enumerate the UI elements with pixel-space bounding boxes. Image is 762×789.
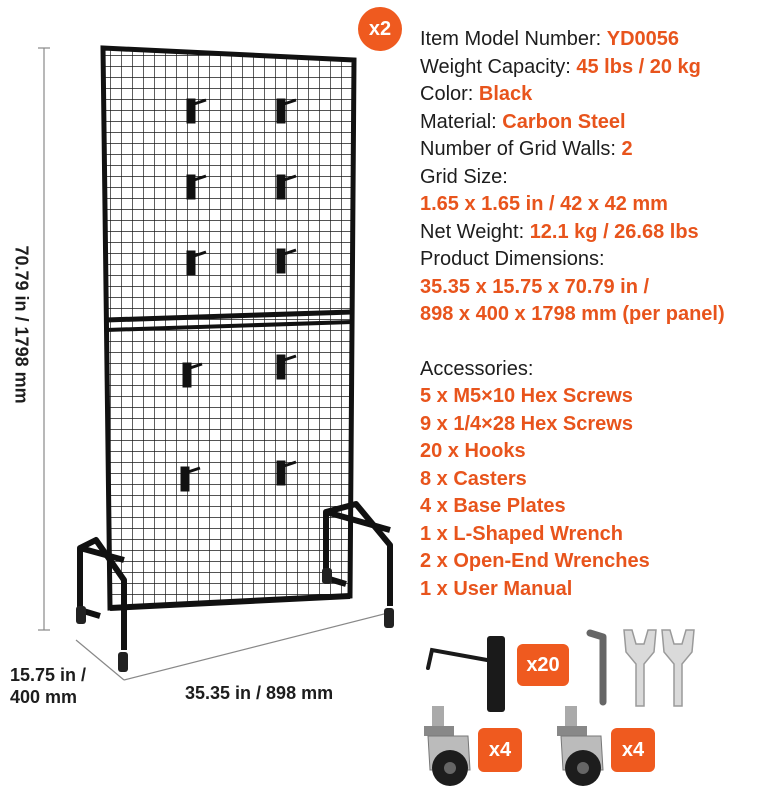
spec-label: Weight Capacity: [420,55,577,78]
accessory-item: 4 x Base Plates [420,495,566,517]
spec-label: Color: [420,83,479,105]
accessory-item: 1 x L-Shaped Wrench [420,522,624,545]
spec-value: 2 [621,138,633,160]
depth-dimension-line1: 15.75 in / [10,665,87,685]
depth-dimension-line2: 400 mm [10,687,78,707]
spec-dimensions-line2: 898 x 400 x 1798 mm (per panel) [420,303,725,325]
spec-label: Material: [420,110,503,133]
l-wrench-icon [590,633,603,702]
height-dimension-line [38,48,50,630]
spec-list [420,26,725,603]
spec-net-weight [420,219,725,247]
open-end-wrench-icon [624,630,694,706]
spec-value: Black [478,83,533,105]
accessories-heading: Accessories: [420,357,534,380]
spec-value: 12.1 kg / 26.68 lbs [529,220,699,243]
accessory-item: 2 x Open-End Wrenches [420,550,650,572]
hooks-count-badge: x20 [517,644,569,686]
accessory-item: 1 x User Manual [420,577,573,600]
spec-value: 45 lbs / 20 kg [576,55,701,78]
spec-dimensions-label: Product Dimensions: [420,248,605,270]
spec-model [420,26,725,54]
spec-value: Carbon Steel [502,110,626,133]
accessory-item: 8 x Casters [420,467,527,490]
caster-wheel-icon [557,706,603,786]
width-dimension-label: 35.35 in / 898 mm [185,683,334,703]
accessory-item: 9 x 1/4×28 Hex Screws [420,412,633,435]
grid-panel [103,48,354,608]
casters-count-badge-b: x4 [611,728,655,772]
spec-grid-walls [420,136,725,164]
accessory-item: 20 x Hooks [420,440,526,462]
caster-wheel-icon [424,706,470,786]
hook-part-icon [428,636,505,712]
spec-weight-capacity [420,54,725,82]
spec-color [420,81,725,109]
spec-grid-size-label: Grid Size: [420,165,508,188]
accessory-item: 5 x M5×10 Hex Screws [420,385,633,407]
spec-value: YD0056 [606,28,680,50]
height-dimension-label: 70.79 in / 1798 mm [11,245,32,404]
spec-label: Item Model Number: [420,28,607,50]
width-dimension-line [124,612,392,680]
casters-count-badge-a: x4 [478,728,522,772]
panel-count-badge: x2 [358,7,402,51]
spec-label: Number of Grid Walls: [420,138,622,160]
spec-material [420,109,725,137]
spec-dimensions-line1: 35.35 x 15.75 x 70.79 in / [420,275,650,298]
depth-dimension-label [10,664,86,708]
spec-grid-size-value: 1.65 x 1.65 in / 42 x 42 mm [420,193,668,215]
spec-label: Net Weight: [420,220,530,243]
